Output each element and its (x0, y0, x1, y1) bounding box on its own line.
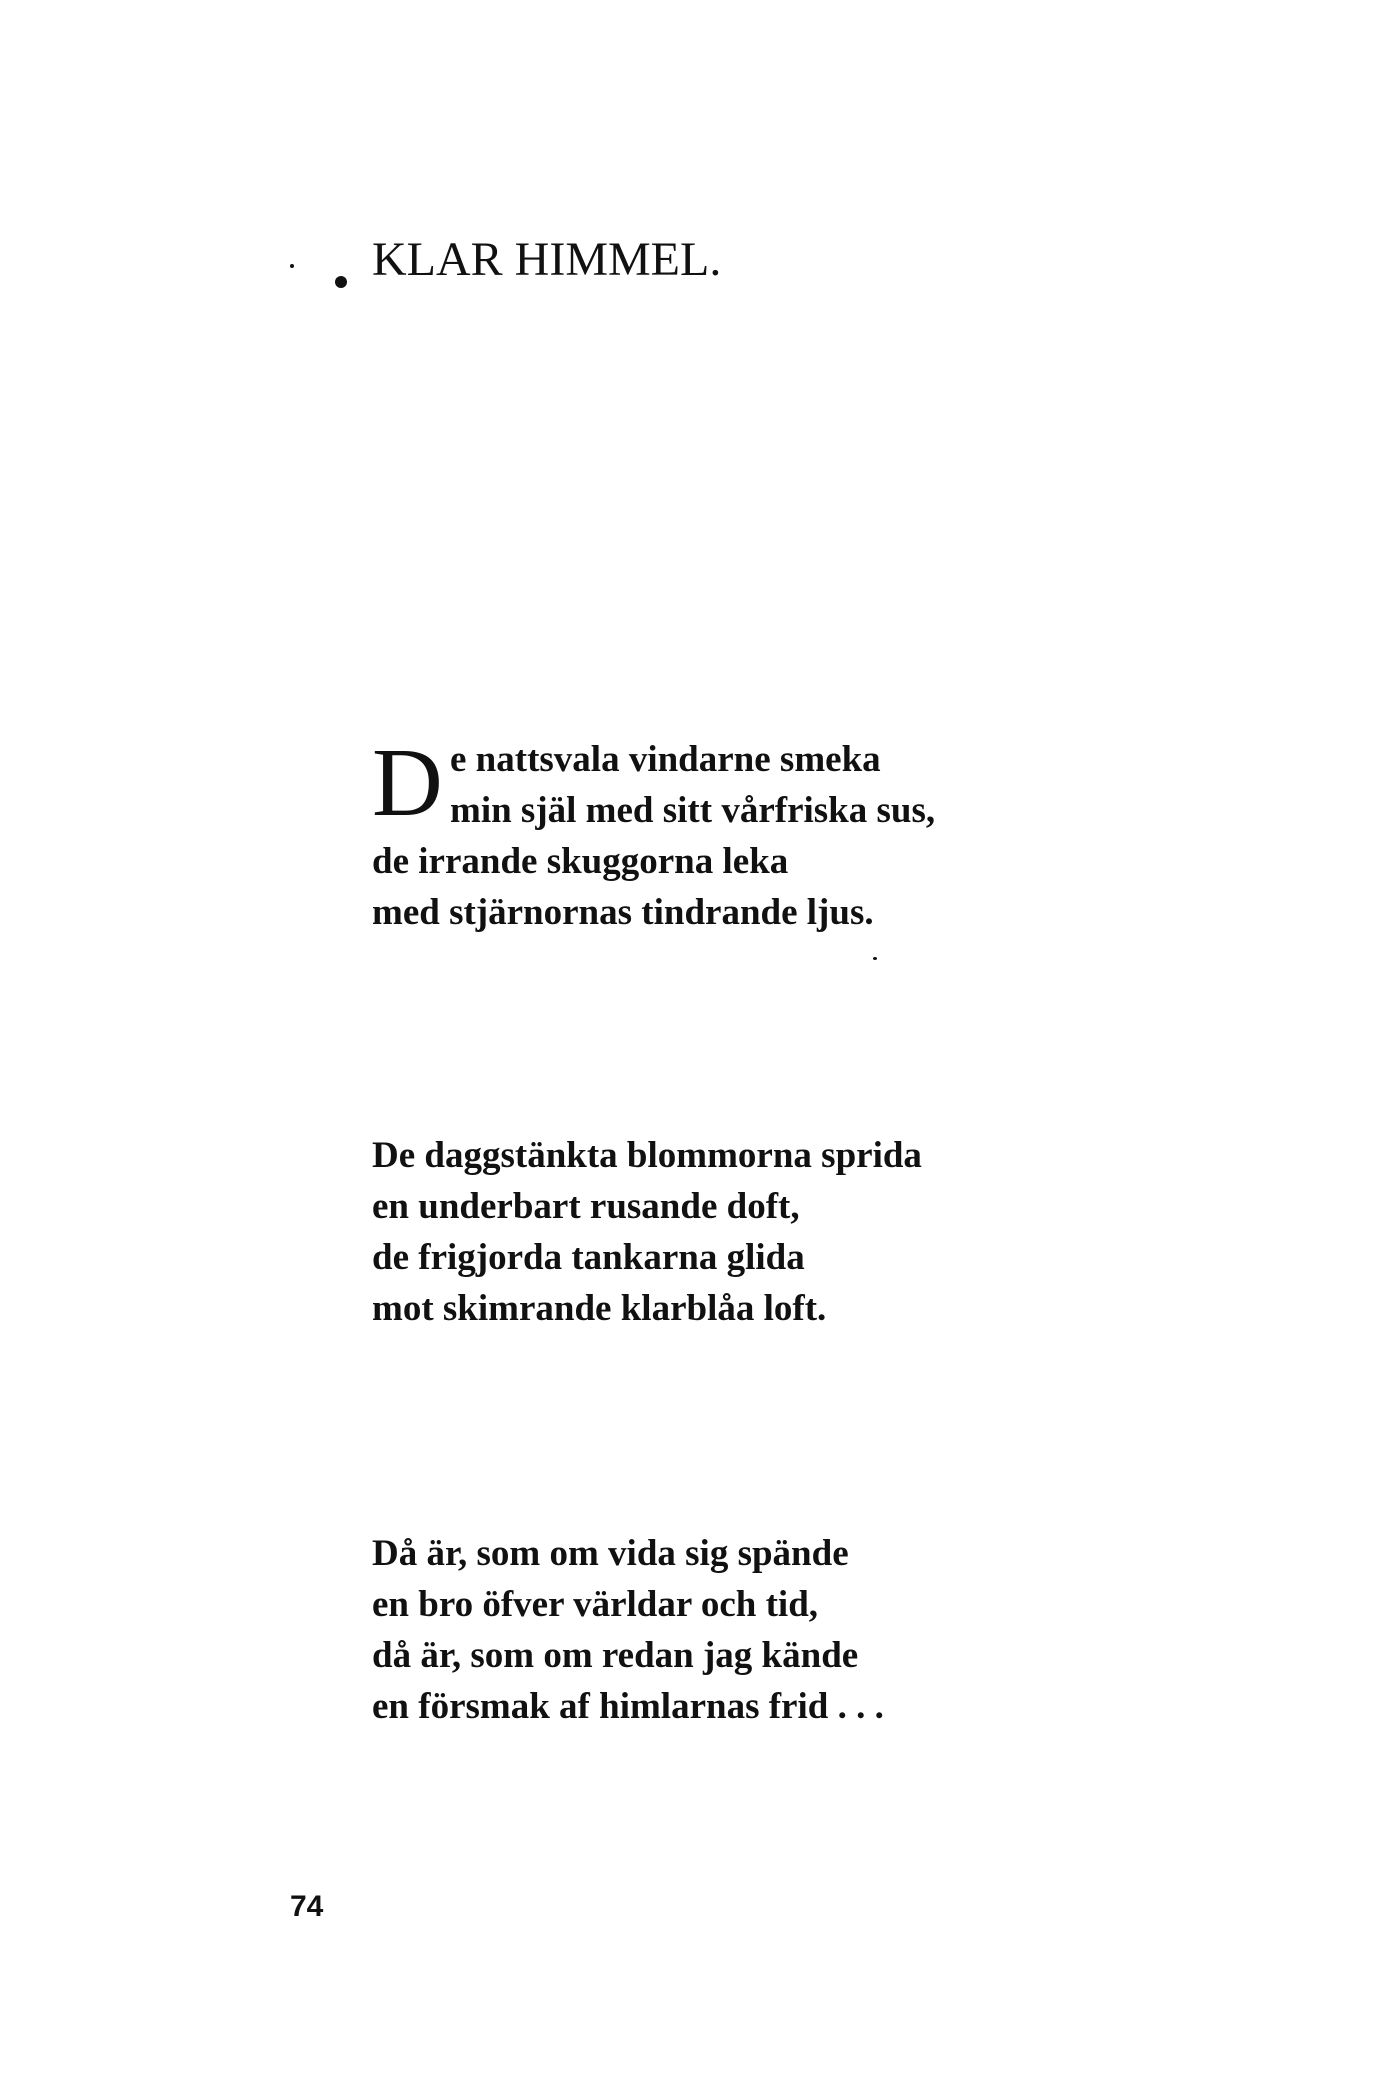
poem-line: De daggstänkta blommorna sprida (372, 1135, 922, 1176)
stanza-2 (372, 1130, 922, 1334)
poem-line: en bro öfver världar och tid, (372, 1584, 819, 1625)
poem-line: en försmak af himlarnas frid . . . (372, 1686, 884, 1727)
ink-speck (290, 264, 294, 268)
page-number: 74 (290, 1890, 324, 1923)
poem-title: KLAR HIMMEL. (372, 233, 722, 286)
poem-line: Då är, som om vida sig spände (372, 1533, 849, 1574)
poem-line: min själ med sitt vårfriska sus, (450, 790, 936, 831)
poem-line: e nattsvala vindarne smeka (450, 739, 881, 780)
stanza-1 (372, 729, 936, 938)
poem-line: en underbart rusande doft, (372, 1186, 800, 1227)
poem-line: då är, som om redan jag kände (372, 1635, 859, 1676)
stanza-3 (372, 1528, 884, 1732)
ink-speck (873, 957, 877, 960)
poem-line: med stjärnornas tindrande ljus. (372, 892, 874, 933)
ink-dot (335, 276, 347, 288)
poem-line: de irrande skuggorna leka (372, 841, 789, 882)
drop-cap-letter: D (372, 729, 443, 837)
poem-line: de frigjorda tankarna glida (372, 1237, 805, 1278)
poem-line: mot skimrande klarblåa loft. (372, 1288, 827, 1329)
